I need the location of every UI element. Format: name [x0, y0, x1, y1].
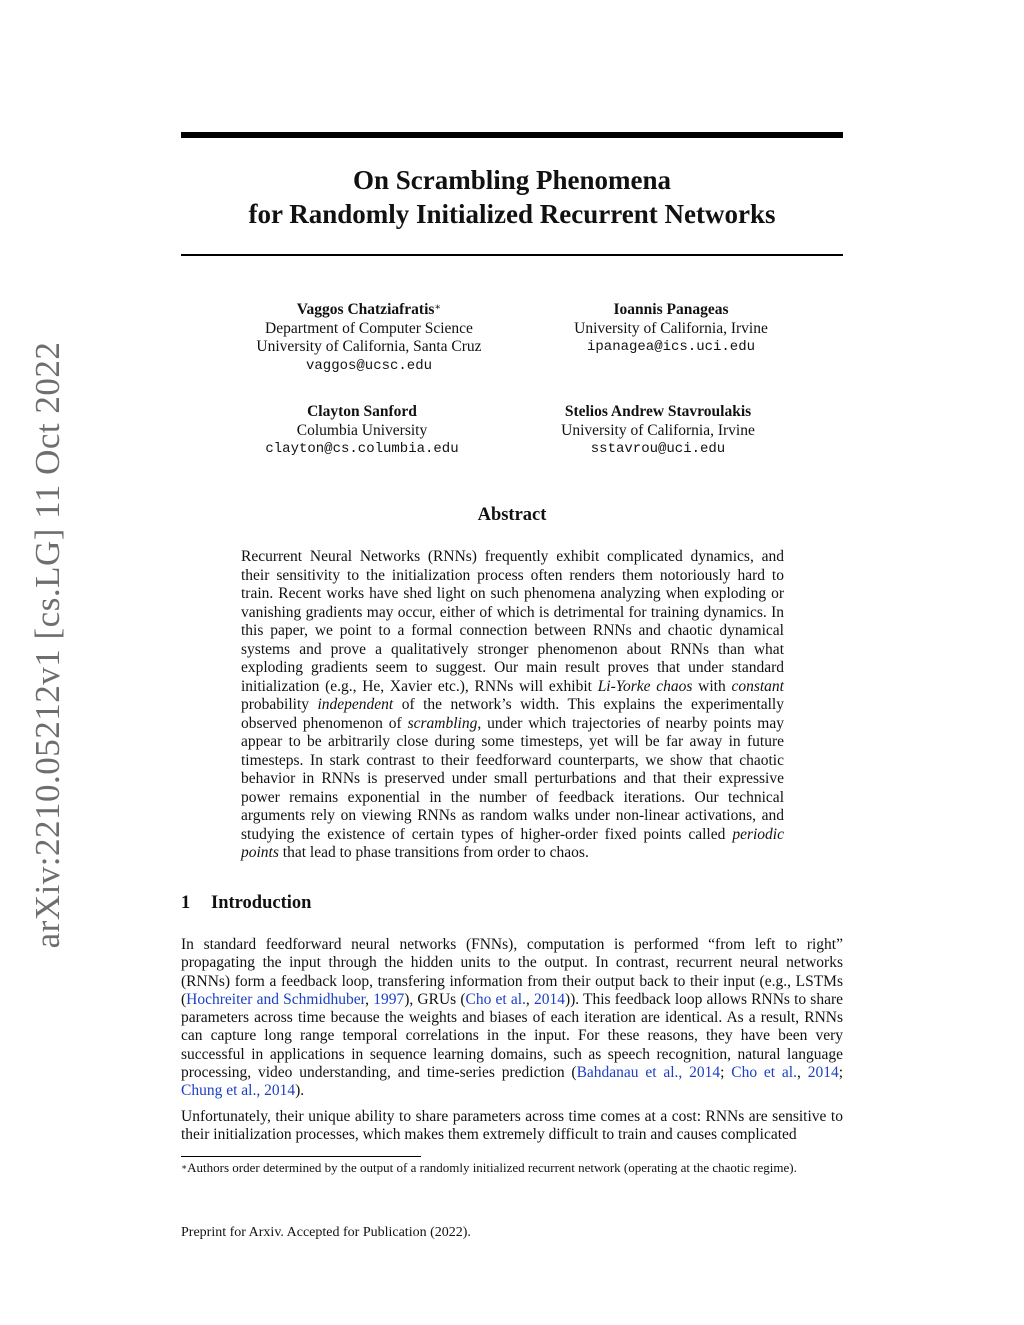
section-heading-introduction: 1 Introduction	[181, 893, 312, 913]
footnote-marker: ∗	[434, 302, 442, 313]
citation-link-bahdanau[interactable]: Bahdanau et al., 2014	[576, 1064, 721, 1082]
title-bottom-rule	[181, 254, 843, 256]
footnote-marker: ∗	[181, 1162, 188, 1172]
author-name: Stelios Andrew Stavroulakis	[564, 403, 752, 420]
footnote-divider	[181, 1156, 421, 1157]
author-name: Vaggos Chatziafratis∗	[296, 301, 442, 318]
title-line-2: for Randomly Initialized Recurrent Networks	[248, 199, 776, 229]
citation-link-cho[interactable]: Cho et al.	[465, 990, 526, 1008]
author-email: vaggos@ucsc.edu	[305, 357, 433, 374]
citation-link-chung[interactable]: Chung et al., 2014	[181, 1082, 296, 1100]
author-email: clayton@cs.columbia.edu	[265, 441, 459, 457]
author-affiliation: Department of Computer Science	[265, 319, 473, 337]
paper-title	[181, 163, 843, 231]
citation-link-cho-year[interactable]: 2014	[533, 990, 565, 1008]
author-affiliation: University of California, Santa Cruz	[256, 338, 482, 355]
title-line-1: On Scrambling Phenomena	[352, 165, 672, 195]
author-email: sstavrou@uci.edu	[590, 441, 726, 457]
abstract-heading: Abstract	[477, 505, 547, 525]
author-email: ipanagea@ics.uci.edu	[586, 339, 756, 355]
citation-link-hochreiter[interactable]: Hochreiter and Schmidhuber	[186, 990, 366, 1008]
citation-link-hochreiter-year[interactable]: 1997	[373, 990, 405, 1008]
author-block-1	[209, 301, 529, 375]
author-affiliation: Columbia University	[296, 421, 428, 439]
arxiv-identifier-stamp: arXiv:2210.05212v1 [cs.LG] 11 Oct 2022	[28, 341, 67, 949]
abstract-text: Recurrent Neural Networks (RNNs) frequently exhibit complicated dynamics, and their sensitivity to the initialization process often renders them notoriously hard to train. Recent works have shed light on such phenomena analyzing when exploding or vanishing gradients may occur, either of which is detrimental for training dynamics. In this paper, we point to a formal connection between RNNs and chaotic dynamical systems and prove a qualitatively stronger phenomenon about RNNs than what exploding gradients seem to suggest. Our main result proves that under standard initialization (e.g., He, Xavier etc.), RNNs will exhibit Li-Yorke chaos with constant probability independent of the network’s width. This explains the experimentally observed phenomenon of scrambling, under which trajectories of nearby points may appear to be arbitrarily close during some timesteps, yet will be far away in future timesteps. In stark contrast to their feedforward counterparts, we show that chaotic behavior in RNNs is preserved under small perturbations and that their expressive power remains exponential in the number of feedback iterations. Our technical arguments rely on viewing RNNs as random walks under non-linear activations, and studying the existence of certain types of higher-order fixed points called periodic points that lead to phase transitions from order to chaos.	[241, 548, 784, 861]
intro-paragraph-2: Unfortunately, their unique ability to share parameters across time comes at a cost: RNNs are sensitive to their initialization processes, which makes them extremely difficult to train and causes complicated	[181, 1108, 843, 1144]
author-affiliation: University of California, Irvine	[561, 421, 755, 439]
footnote: ∗Authors order determined by the output of a randomly initialized recurrent network (operating at the chaotic regime).	[181, 1160, 797, 1175]
author-name: Ioannis Panageas	[613, 301, 729, 318]
author-block-4	[498, 403, 818, 459]
author-block-2	[511, 301, 831, 357]
citation-link-cho-2-year[interactable]: 2014	[807, 1064, 839, 1082]
title-top-rule	[181, 132, 843, 138]
intro-paragraph-1: In standard feedforward neural networks (FNNs), computation is performed “from left to right” propagating the input through the hidden units to the output. In contrast, recurrent neural networks (RNNs) form a feedback loop, transfering information from their output back to their input (e.g., LSTMs (Hochreiter and Schmidhuber, 1997), GRUs (Cho et al., 2014)). This feedback loop allows RNNs to share parameters across time because the weights and biases of each iteration are identical. As a result, RNNs can capture long range temporal correlations in the input. For these reasons, they have been very successful in applications in sequence learning domains, such as speech recognition, natural language processing, video understanding, and time-series prediction (Bahdanau et al., 2014; Cho et al., 2014; Chung et al., 2014).	[181, 936, 844, 1100]
author-affiliation: University of California, Irvine	[574, 319, 768, 337]
author-block-3	[202, 403, 522, 459]
citation-link-cho-2[interactable]: Cho et al.	[731, 1064, 797, 1082]
preprint-note: Preprint for Arxiv. Accepted for Publication (2022).	[181, 1225, 471, 1240]
author-name: Clayton Sanford	[307, 403, 417, 420]
